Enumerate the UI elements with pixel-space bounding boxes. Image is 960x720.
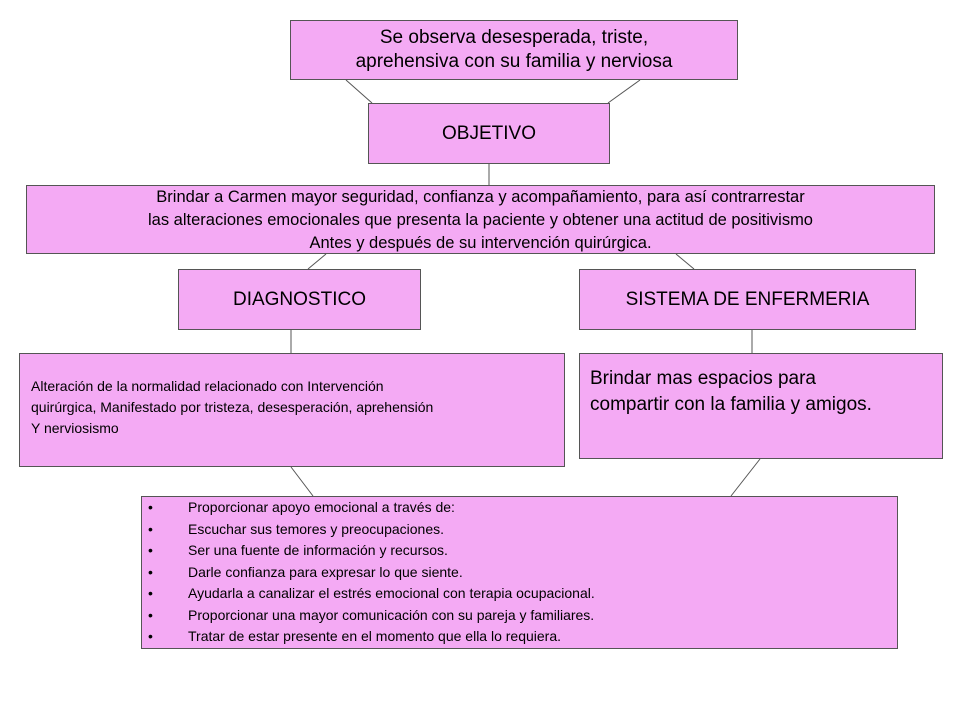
list-item: • Proporcionar una mayor comunicación con su pareja y familiares. [148,605,897,627]
list-item: • Ayudarla a canalizar el estrés emocional con terapia ocupacional. [148,583,897,605]
diagnostico-label: DIAGNOSTICO [232,288,366,310]
alteracion-line-1: Alteración de la normalidad relacionado con Intervención [31,378,384,394]
list-item: • Proporcionar apoyo emocional a través de: [148,497,897,519]
goal-line-1: Brindar a Carmen mayor seguridad, confianza y acompañamiento, para así contrarrestar [156,188,805,206]
goal-line-3: Antes y después de su intervención quirúrgica. [309,234,652,252]
sistema-label: SISTEMA DE ENFERMERIA [625,288,870,310]
diagnostico-box [178,269,421,330]
objetivo-label: OBJETIVO [442,122,536,144]
brindar-box [579,353,943,459]
acciones-list [148,497,897,648]
connector-top-left [346,80,372,103]
list-item: • Tratar de estar presente en el momento que ella lo requiera. [148,626,897,648]
connector-top-right [608,80,640,103]
goal-box [26,185,935,254]
connector-alteracion-acciones [291,467,313,496]
observation-line-1: Se observa desesperada, triste, [379,27,649,48]
observation-line-2: aprehensiva con su familia y nerviosa [355,51,673,72]
alteracion-line-3: Y nerviosismo [31,420,119,436]
brindar-line-1: Brindar mas espacios para [590,368,816,389]
acciones-box [141,496,898,649]
objetivo-box [368,103,610,164]
brindar-line-2: compartir con la familia y amigos. [590,394,872,415]
alteracion-box [19,353,565,467]
connector-brindar-acciones [731,459,760,496]
observation-box [290,20,738,80]
alteracion-line-2: quirúrgica, Manifestado por tristeza, desesperación, aprehensión [31,399,434,415]
list-item: • Darle confianza para expresar lo que siente. [148,562,897,584]
list-item: • Ser una fuente de información y recursos. [148,540,897,562]
connector-goal-sistema [676,254,694,269]
sistema-box [579,269,916,330]
connector-goal-diagnostico [308,254,326,269]
list-item: • Escuchar sus temores y preocupaciones. [148,519,897,541]
goal-line-2: las alteraciones emocionales que presenta la paciente y obtener una actitud de positivismo [148,211,813,229]
